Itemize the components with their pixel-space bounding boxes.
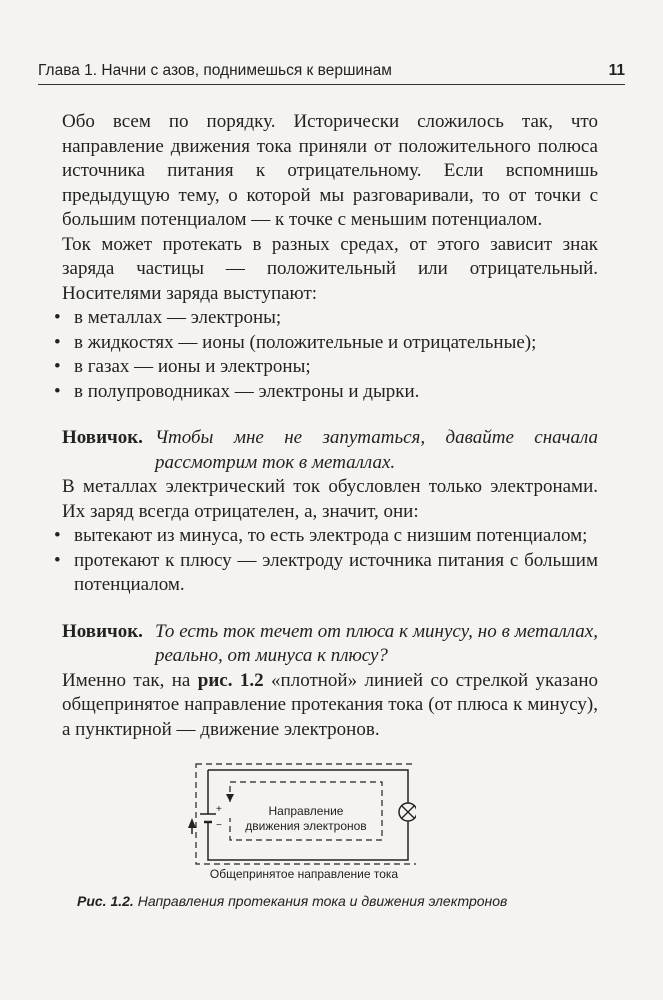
dialog-speaker: Новичок. bbox=[62, 620, 143, 642]
dialog-block bbox=[62, 620, 598, 669]
dialog-speaker: Новичок. bbox=[62, 427, 143, 448]
page-number: 11 bbox=[608, 62, 625, 79]
text-run: «плотной» линией со стрелкой указано общепринятое направление протекания тока (от плюса к минусу), а пунктирной — движение электронов. bbox=[62, 669, 599, 740]
current-label: Общепринятое направление тока bbox=[209, 867, 399, 881]
current-arrow bbox=[188, 818, 196, 828]
paragraph: Ток может протекать в разных средах, от этого зависит знак заряда частицы — положительный или отрицательный. Носителями заряда выступают: bbox=[62, 233, 598, 304]
list-item: • в полупроводниках — электроны и дырки. bbox=[62, 380, 598, 405]
list-item: • в газах — ионы и электроны; bbox=[62, 355, 598, 380]
running-header bbox=[38, 62, 625, 85]
dialog-text: Чтобы мне не запутаться, давайте сначала рассмотрим ток в металлах. bbox=[154, 427, 598, 473]
dialog-text: То есть ток течет от плюса к минусу, но в металлах, реально, от минуса к плюсу? bbox=[154, 620, 598, 666]
dialog-block bbox=[62, 426, 598, 475]
electron-label: Направление bbox=[268, 804, 344, 818]
paragraph: В металлах электрический ток обусловлен только электронами. Их заряд всегда отрицателен, а, значит, они: bbox=[62, 476, 598, 522]
caption-label: Рис. 1.2. bbox=[77, 893, 134, 909]
list-item: • в металлах — электроны; bbox=[62, 306, 598, 331]
figure-reference: рис. 1.2 bbox=[197, 669, 264, 691]
text-body bbox=[62, 110, 598, 742]
electron-arrow bbox=[226, 794, 234, 802]
electron-list bbox=[62, 524, 598, 598]
list-item: • в жидкостях — ионы (положительные и отрицательные); bbox=[62, 331, 598, 356]
caption-text: Направления протекания тока и движения электронов bbox=[133, 893, 508, 909]
chapter-title: Глава 1. Начни с азов, поднимешься к вершинам bbox=[38, 62, 392, 79]
minus-sign: − bbox=[216, 820, 222, 831]
text-run: Именно так, на bbox=[62, 669, 198, 691]
plus-sign: + bbox=[216, 804, 222, 815]
circuit-figure bbox=[186, 762, 416, 882]
carriers-list bbox=[62, 306, 598, 404]
paragraph bbox=[62, 669, 598, 743]
electron-label: движения электронов bbox=[245, 819, 367, 833]
figure-caption bbox=[77, 893, 507, 909]
list-item: • вытекают из минуса, то есть электрода с низшим потенциалом; bbox=[62, 524, 598, 549]
list-item: • протекают к плюсу — электроду источника питания с большим потенциалом. bbox=[62, 549, 598, 598]
paragraph: Обо всем по порядку. Исторически сложилось так, что направление движения тока приняли от положительного полюса источника питания к отрицательному. Если вспомнишь предыдущую тему, о которой мы разговаривали, то от точки с большим потенциалом — к точке с меньшим потенциалом. bbox=[62, 111, 598, 230]
